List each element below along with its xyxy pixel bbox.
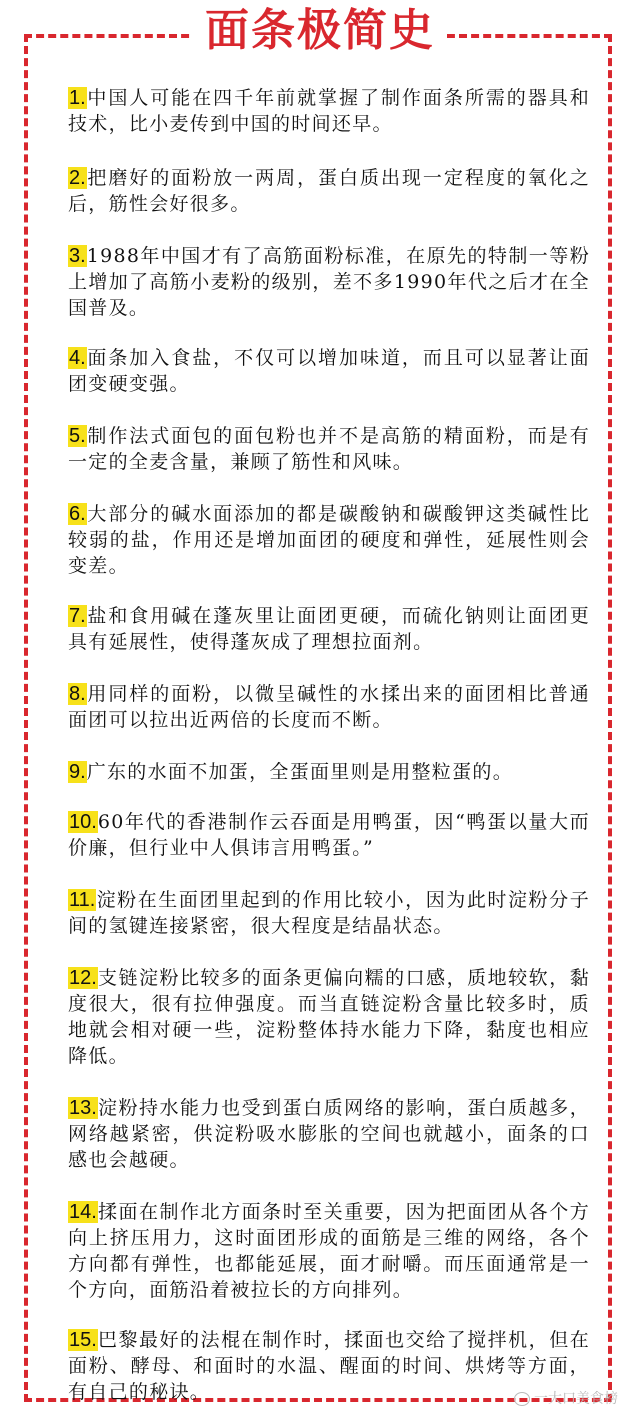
list-item [68,1199,590,1303]
item-number: 14. [69,1201,97,1223]
item-number: 9. [69,761,86,783]
item-text: 用同样的面粉，以微呈碱性的水揉出来的面团相比普通面团可以拉出近两倍的长度而不断。 [68,683,590,731]
list-item [68,809,590,861]
item-text: 广东的水面不加蛋，全蛋面里则是用整粒蛋的。 [86,761,513,783]
watermark-text: 一大口美食榜 [534,1391,618,1407]
item-number: 3. [69,245,86,267]
item-text: 把磨好的面粉放一两周，蛋白质出现一定程度的氧化之后，筋性会好很多。 [68,167,590,215]
item-text: 淀粉在生面团里起到的作用比较小，因为此时淀粉分子间的氢键连接紧密，很大程度是结晶状态。 [68,889,590,937]
item-number: 10. [69,811,97,833]
item-text: 1988年中国才有了高筋面粉标准，在原先的特制一等粉上增加了高筋小麦粉的级别，差不多1990年代之后才在全国普及。 [68,245,590,319]
item-text: 揉面在制作北方面条时至关重要，因为把面团从各个方向上挤压用力，这时面团形成的面筋是三维的网络，各个方向都有弹性，也都能延展，面才耐嚼。而压面通常是一个方向，面筋沿着被拉长的方向排列。 [68,1201,590,1301]
item-number: 13. [69,1097,97,1119]
page-title: 面条极简史 [193,0,447,62]
item-number: 4. [69,347,86,369]
list-item [68,965,590,1069]
item-number: 1. [69,87,86,109]
list-item [68,681,590,733]
item-text: 支链淀粉比较多的面条更偏向糯的口感，质地较软，黏度很大，很有拉伸强度。而当直链淀粉含量比较多时，质地就会相对硬一些，淀粉整体持水能力下降，黏度也相应降低。 [68,967,590,1067]
list-item [68,345,590,397]
item-number: 11. [69,889,96,911]
item-text: 巴黎最好的法棍在制作时，揉面也交给了搅拌机，但在面粉、酵母、和面时的水温、醒面的时间、烘烤等方面，有自己的秘诀。 [68,1329,590,1403]
wechat-icon [514,1392,530,1406]
list-item [68,887,590,939]
item-text: 制作法式面包的面包粉也并不是高筋的精面粉，而是有一定的全麦含量，兼顾了筋性和风味。 [68,425,590,473]
item-text: 大部分的碱水面添加的都是碳酸钠和碳酸钾这类碱性比较弱的盐，作用还是增加面团的硬度和弹性，延展性则会变差。 [68,503,590,577]
title-banner [0,0,640,62]
list-item [68,759,590,785]
item-number: 7. [69,605,86,627]
item-number: 2. [69,167,86,189]
item-text: 淀粉持水能力也受到蛋白质网络的影响，蛋白质越多，网络越紧密，供淀粉吸水膨胀的空间也就越小，面条的口感也会越硬。 [68,1097,590,1171]
list-item [68,603,590,655]
list-item [68,1095,590,1173]
item-number: 12. [69,967,97,989]
item-text: 盐和食用碱在蓬灰里让面团更硬，而硫化钠则让面团更具有延展性，使得蓬灰成了理想拉面剂。 [68,605,590,653]
list-item [68,423,590,475]
item-number: 15. [69,1329,97,1351]
watermark [514,1388,618,1408]
item-number: 6. [69,503,86,525]
list-item [68,85,590,137]
item-text: 60年代的香港制作云吞面是用鸭蛋，因“鸭蛋以量大而价廉，但行业中人俱讳言用鸭蛋。” [68,811,590,859]
list-item [68,243,590,321]
list-item [68,1327,590,1405]
item-number: 5. [69,425,86,447]
list-item [68,501,590,579]
list-item [68,165,590,217]
item-text: 中国人可能在四千年前就掌握了制作面条所需的器具和技术，比小麦传到中国的时间还早。 [68,87,590,135]
item-text: 面条加入食盐，不仅可以增加味道，而且可以显著让面团变硬变强。 [68,347,590,395]
item-number: 8. [69,683,86,705]
